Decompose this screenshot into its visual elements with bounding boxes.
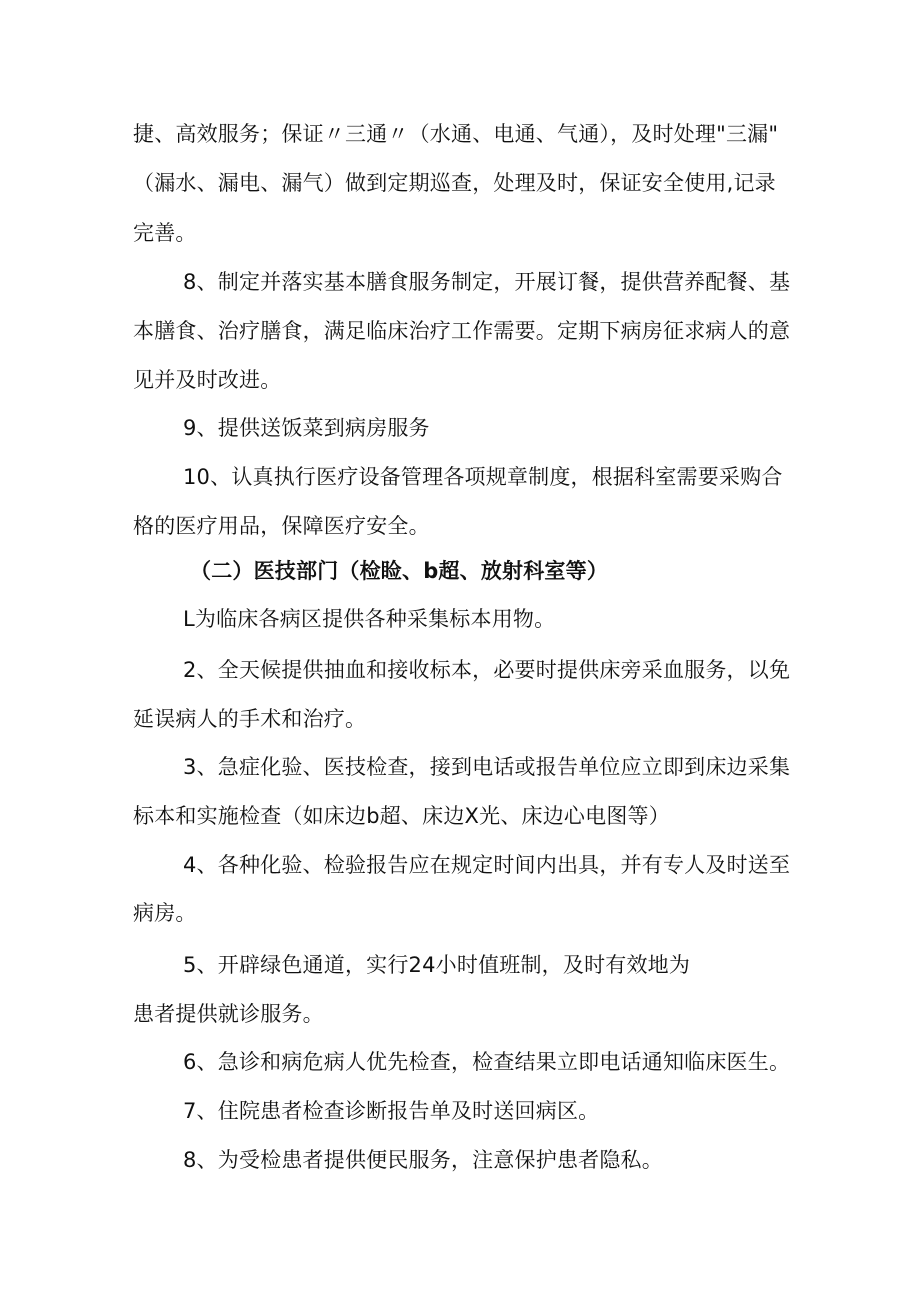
paragraph-8-line-1: 8、制定并落实基本膳食服务制定，开展订餐，提供营养配餐、基 <box>183 270 791 294</box>
paragraph-10-line-2: 格的医疗用品，保障医疗安全。 <box>133 514 430 538</box>
section-item-6-line-1: 6、急诊和病危病人优先检查，检查结果立即电话通知临床医生。 <box>183 1050 791 1074</box>
paragraph-8-line-2: 本膳食、治疗膳食，满足临床治疗工作需要。定期下病房征求病人的意 <box>133 319 791 343</box>
section-item-1-line-1: L为临床各病区提供各种采集标本用物。 <box>183 607 556 631</box>
section-item-5-line-2: 患者提供就诊服务。 <box>133 1002 324 1026</box>
section-item-7-line-1: 7、住院患者检查诊断报告单及时送回病区。 <box>183 1099 600 1123</box>
paragraph-continuation-line-2: （漏水、漏电、漏气）做到定期巡查，处理及时，保证安全使用,记录 <box>133 171 776 195</box>
section-item-8-line-1: 8、为受检患者提供便民服务，注意保护患者隐私。 <box>183 1148 663 1172</box>
section-item-5-line-1: 5、开辟绿色通道，实行24小时值班制，及时有效地为 <box>183 953 691 977</box>
section-item-3-line-2: 标本和实施检查（如床边b超、床边X光、床边心电图等） <box>133 804 670 828</box>
paragraph-continuation-line-3: 完善。 <box>133 221 197 245</box>
section-item-4-line-1: 4、各种化验、检验报告应在规定时间内出具，并有专人及时送至 <box>183 853 791 877</box>
paragraph-10-line-1: 10、认真执行医疗设备管理各项规章制度，根据科室需要采购合 <box>183 465 783 489</box>
section-heading: （二）医技部门（检睑、b超、放射科室等） <box>190 559 609 583</box>
section-item-2-line-1: 2、全天候提供抽血和接收标本，必要时提供床旁采血服务，以免 <box>183 658 791 682</box>
paragraph-continuation-line-1: 捷、高效服务；保证〃三通〃（水通、电通、气通），及时处理"三漏" <box>133 122 779 146</box>
section-item-2-line-2: 延误病人的手术和治疗。 <box>133 707 367 731</box>
section-item-4-line-2: 病房。 <box>133 901 197 925</box>
paragraph-9-line-1: 9、提供送饭菜到病房服务 <box>183 416 430 440</box>
section-item-3-line-1: 3、急症化验、医技检查，接到电话或报告单位应立即到床边采集 <box>183 755 791 779</box>
paragraph-8-line-3: 见并及时改进。 <box>133 368 282 392</box>
